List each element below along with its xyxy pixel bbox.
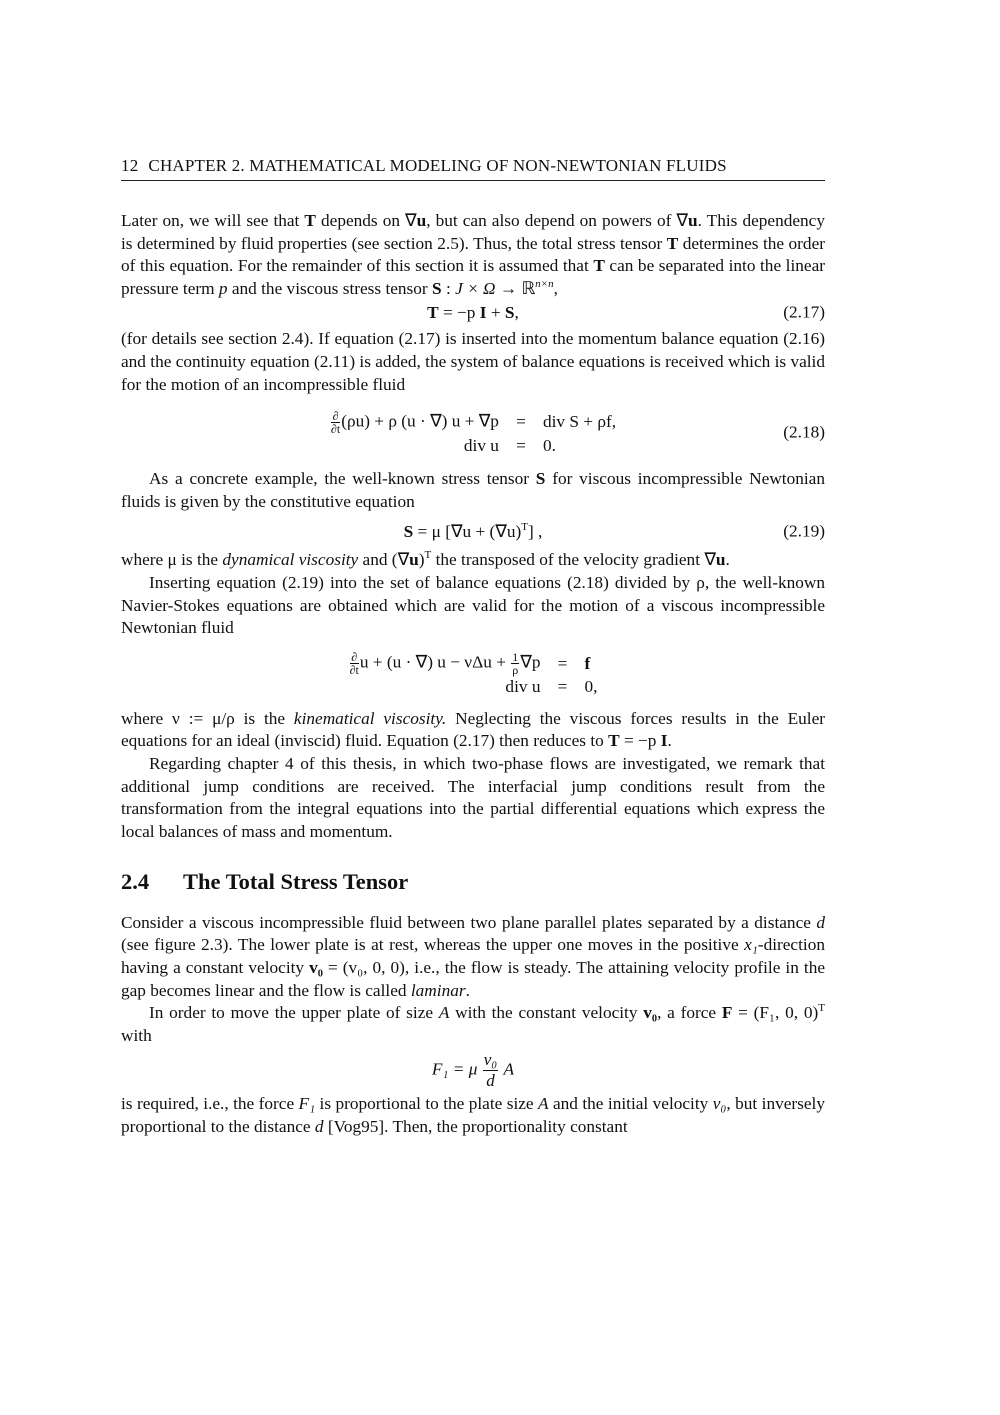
equation-navier-stokes: $\frac{\partial}{\partial t}$ u + (u · ∇) u − νΔu + $\frac{1}{\rho}$ ∇p = f div u = 0,: [349, 650, 598, 697]
paragraph-parallel-plates: Consider a viscous incompressible fluid between two plane parallel plates separated by a distance d (see figure 2.3). The lower plate is at rest, whereas the upper one moves in the positive x₁-direction having a constant velocity v₀ = (v₀, 0, 0), i.e., the flow is steady. The attaining velocity profile in the gap becomes linear and the flow is called laminar.: [121, 912, 825, 1000]
section-heading: [121, 871, 825, 894]
paragraph-jump-conditions: Regarding chapter 4 of this thesis, in which two-phase flows are investigated, we remark that additional jump conditions are received. The interfacial jump conditions result from the transformation from the integral equations into the partial differential equations which express the local balances of mass and momentum.: [121, 753, 825, 841]
running-header: [121, 156, 825, 181]
section-title: The Total Stress Tensor: [183, 869, 409, 895]
page-body: [121, 210, 825, 1139]
equation-2-17: T = −p I + S, (2.17): [121, 300, 825, 326]
equation-number: (2.19): [783, 522, 825, 542]
equation-number: (2.17): [783, 303, 825, 323]
paragraph-force: In order to move the upper plate of size A with the constant velocity v₀, a force F = (F₁, 0, 0)$^T$ with: [121, 1002, 825, 1045]
paragraph-stress-dependency: Later on, we will see that T depends on ∇u, but can also depend on powers of ∇u. This dependency is determined by fluid properties (see section 2.5). Thus, the total stress tensor T determines the order of this equation. For the remainder of this section it is assumed that T can be separated into the linear pressure term p and the viscous stress tensor S : J × Ω → ℝ$^{n\times n}$,: [121, 211, 826, 298]
equation-2-19: S = μ $[\nabla u + (\nabla u)^T]$ , (2.19): [121, 517, 825, 547]
equation-number: (2.18): [783, 422, 825, 442]
paragraph-kinematical-viscosity: where ν := μ/ρ is the kinematical viscosity. Neglecting the viscous forces results in the Euler equations for an ideal (inviscid) fluid. Equation (2.17) then reduces to T = −p I.: [121, 708, 826, 751]
section-number: 2.4: [121, 869, 150, 895]
equation-2-18: $\frac{\partial}{\partial t}$ (ρu) + ρ (u · ∇) u + ∇p = div S + ρf, div u = 0. (2.18): [330, 408, 825, 455]
page-number: 12: [121, 156, 139, 175]
paragraph-proportionality: is required, i.e., the force F₁ is proportional to the plate size A and the initial velocity v₀, but inversely proportional to the distance d [Vog95]. Then, the proportionality constant: [121, 1094, 825, 1137]
paragraph-balance-equations: (for details see section 2.4). If equation (2.17) is inserted into the momentum balance equation (2.16) and the continuity equation (2.11) is added, the system of balance equations is received which is valid for the motion of an incompressible fluid: [121, 329, 825, 394]
equation-force: F₁ = μ $\frac{\text{v₀}}{d}$ A: [431, 1049, 515, 1090]
paragraph-dynamical-viscosity: where μ is the dynamical viscosity and $(\nabla u)^T$ the transposed of the velocity gradient ∇u.: [121, 549, 730, 570]
paragraph-navier-stokes: Inserting equation (2.19) into the set of balance equations (2.18) divided by ρ, the well-known Navier-Stokes equations are obtained which are valid for the motion of a viscous incompressible Newtonian fluid: [121, 572, 825, 638]
running-title: CHAPTER 2. MATHEMATICAL MODELING OF NON-NEWTONIAN FLUIDS: [148, 156, 727, 175]
paragraph-newtonian-example: As a concrete example, the well-known stress tensor S for viscous incompressible Newtonian fluids is given by the constitutive equation: [121, 469, 825, 511]
